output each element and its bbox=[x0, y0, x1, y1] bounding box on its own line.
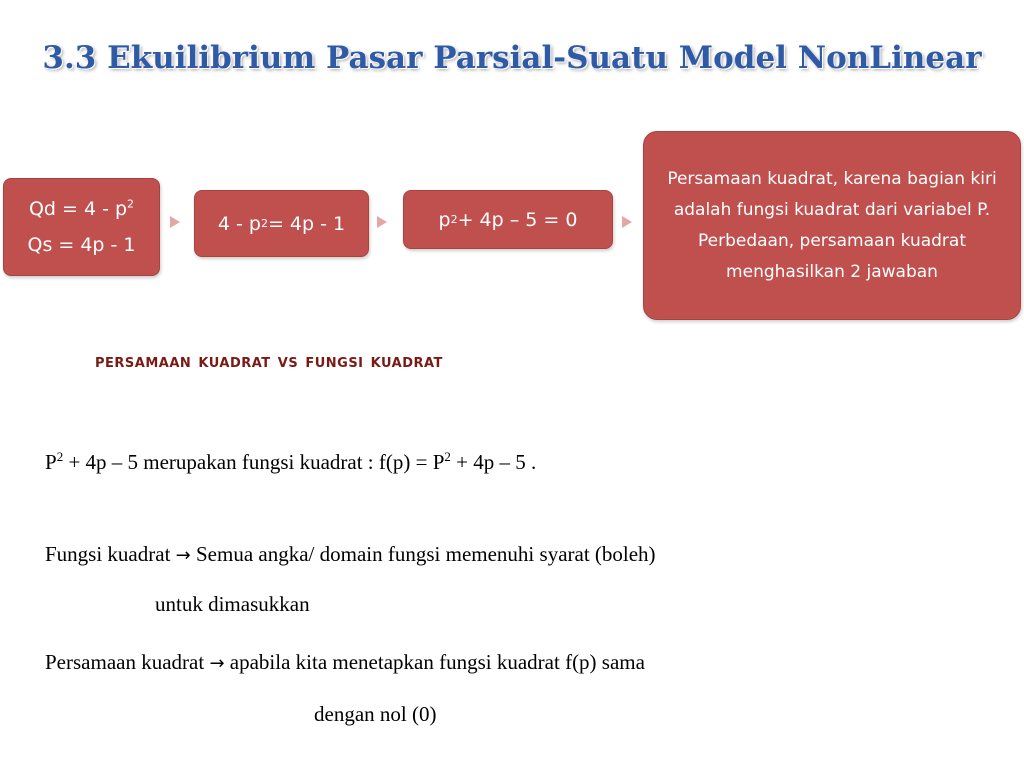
flow-box-equality: 4 - p 2 = 4p - 1 bbox=[194, 190, 369, 257]
section-subheading: persamaan kuadrat vs fungsi kuadrat bbox=[95, 350, 443, 372]
body-line-persamaan-kuadrat: Persamaan kuadrat → apabila kita menetapkan fungsi kuadrat f(p) sama bbox=[45, 650, 645, 674]
slide-title: 3.3 Ekuilibrium Pasar Parsial-Suatu Model NonLinear bbox=[42, 40, 982, 76]
body-line-persamaan-kuadrat-cont: dengan nol (0) bbox=[314, 702, 437, 726]
flow-arrow-icon bbox=[377, 216, 387, 228]
right-arrow-icon: → bbox=[175, 545, 191, 566]
flow-box-quadratic-equation: p 2 + 4p – 5 = 0 bbox=[403, 190, 613, 249]
flow-box-explanation bbox=[643, 131, 1021, 320]
body-line-fungsi-kuadrat: Fungsi kuadrat → Semua angka/ domain fungsi memenuhi syarat (boleh) bbox=[45, 542, 656, 566]
flow-box-demand-supply bbox=[3, 178, 160, 276]
flow-arrow-icon bbox=[622, 216, 632, 228]
right-arrow-icon: → bbox=[209, 653, 225, 674]
body-line-fungsi-kuadrat-cont: untuk dimasukkan bbox=[155, 592, 310, 616]
explanation-text: Persamaan kuadrat, karena bagian kiri adalah fungsi kuadrat dari variabel P. Perbedaan, persamaan kuadrat menghasilkan 2 jawaban bbox=[667, 168, 997, 282]
flow-arrow-icon bbox=[170, 216, 180, 228]
demand-equation: $Qd = 4 - p^2$ bbox=[28, 197, 135, 220]
supply-equation: Qs = 4p - 1 bbox=[27, 234, 136, 256]
body-line-function: $P^2 + 4p - 5$ merupakan fungsi kuadrat : $f(p) = P^2 + 4p - 5$ . bbox=[45, 449, 537, 474]
